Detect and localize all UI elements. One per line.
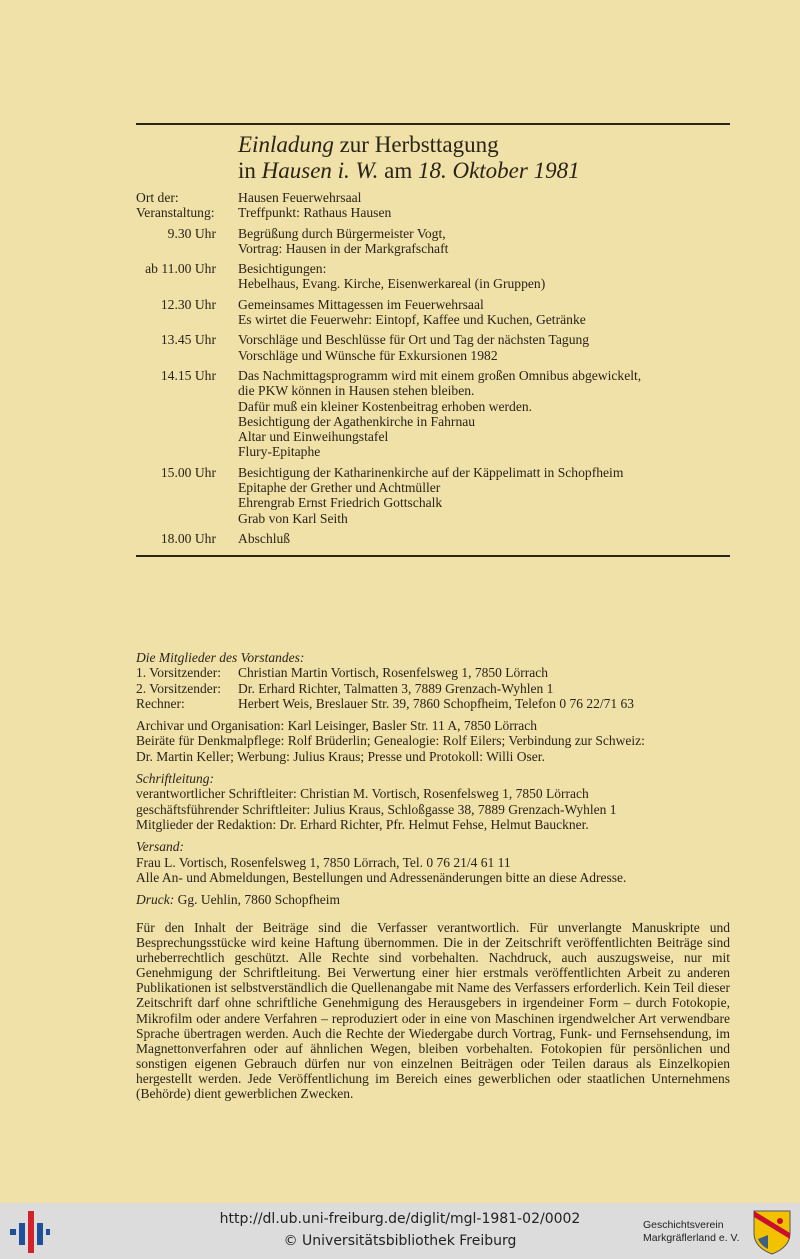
- agenda-items: [136, 226, 730, 547]
- agenda-line: Ehrengrab Ernst Friedrich Gottschalk: [238, 495, 443, 511]
- agenda-desc: [238, 297, 586, 328]
- agenda-time: 15.00 Uhr: [160, 464, 216, 480]
- agenda-line: Grab von Karl Seith: [238, 510, 348, 526]
- editorial-line-1: verantwortlicher Schriftleiter: Christian M. Vortisch, Rosenfelsweg 1, 7850 Lörrach: [136, 786, 589, 802]
- agenda-item: [136, 226, 730, 257]
- print-value: Gg. Uehlin, 7860 Schopfheim: [174, 892, 340, 908]
- bottom-rule: [136, 555, 730, 557]
- agenda-item: [136, 297, 730, 328]
- agenda-line: Besichtigungen:: [238, 261, 327, 277]
- title-place: Hausen i. W.: [261, 158, 379, 183]
- agenda-line: Abschluß: [238, 530, 291, 546]
- agenda-line: Das Nachmittagsprogramm wird mit einem großen Omnibus abgewickelt,: [238, 367, 642, 383]
- archive-line-2: Beiräte für Denkmalpflege: Rolf Brüderlin; Genealogie: Rolf Eilers; Verbindung zur Schweiz:: [136, 733, 645, 749]
- board-value: Christian Martin Vortisch, Rosenfelsweg 1, 7850 Lörrach: [238, 665, 548, 681]
- top-rule: [136, 123, 730, 125]
- agenda-line: Vortrag: Hausen in der Markgrafschaft: [238, 240, 449, 256]
- agenda-line: Vorschläge und Beschlüsse für Ort und Tag der nächsten Tagung: [238, 332, 590, 348]
- title-line-2: [238, 158, 738, 184]
- footer-bar: [0, 1203, 800, 1259]
- archive-line-1: Archivar und Organisation: Karl Leisinger, Basler Str. 11 A, 7850 Lörrach: [136, 718, 537, 734]
- society-line-2: Markgräflerland e. V.: [643, 1232, 740, 1244]
- agenda-desc: [238, 332, 589, 363]
- agenda-desc: [238, 261, 545, 292]
- agenda: [136, 190, 730, 551]
- shipping-block: [136, 839, 730, 885]
- ub-freiburg-logo-icon[interactable]: [10, 1211, 50, 1253]
- agenda-time: 18.00 Uhr: [160, 530, 216, 546]
- legal-notice: Für den Inhalt der Beiträge sind die Verfasser verantwortlich. Für unverlangte Manuskripte und Besprechungsstücke wird keine Haftung übernommen. Die in der Zeitschrift veröffentlichten Beiträge sind urheberrechtlich geschützt. Alle Rechte sind vorbehalten. Nachdruck, auch auszugsweise, nur mit Genehmigung der Schriftleitung. Bei Verwertung einer hier erstmals veröffentlichten Arbeit zu anderen Publikationen ist selbstverständlich die Quellenangabe mit Name des Verfassers erforderlich. Kein Teil dieser Zeitschrift darf ohne schriftliche Genehmigung des Herausgebers in irgendeiner Form – durch Fotokopie, Mikrofilm oder andere Verfahren – reproduziert oder in eine von Maschinen irgendwelcher Art verwendbare Sprache übertragen werden. Auch die Rechte der Wiedergabe durch Vortrag, Funk- und Fernsehsendung, im Magnettonverfahren oder auf ähnlichen Wegen, bleiben vorbehalten. Fotokopien für persönlichen und sonstigen eigenen Gebrauch dürfen nur von einzelnen Beiträgen oder Teilen daraus als Einzelkopien hergestellt werden. Jede Veröffentlichung im Bereich eines gewerblichen oder staatlichen Unternehmens (Behörde) dient gewerblichen Zwecken.: [136, 920, 730, 1102]
- agenda-item: [136, 531, 730, 546]
- agenda-desc: [238, 226, 448, 257]
- coat-of-arms-icon[interactable]: [752, 1209, 792, 1255]
- agenda-line: Es wirtet die Feuerwehr: Eintopf, Kaffee und Kuchen, Getränke: [238, 312, 586, 328]
- footer-url-link[interactable]: http://dl.ub.uni-freiburg.de/diglit/mgl-1981-02/0002: [219, 1211, 581, 1227]
- venue-label-1: Ort der:: [136, 190, 179, 205]
- title-in: in: [238, 158, 262, 183]
- venue-label: [136, 190, 216, 221]
- shipping-line-2: Alle An- und Abmeldungen, Bestellungen und Adressenänderungen bitte an diese Adresse.: [136, 869, 627, 885]
- agenda-line: Begrüßung durch Bürgermeister Vogt,: [238, 225, 446, 241]
- footer-copyright: © Universitätsbibliothek Freiburg: [283, 1233, 517, 1249]
- agenda-line: Hebelhaus, Evang. Kirche, Eisenwerkareal (in Gruppen): [238, 276, 546, 292]
- board-heading: Die Mitglieder des Vorstandes:: [136, 650, 305, 665]
- print-block: [136, 892, 730, 907]
- agenda-item: [136, 368, 730, 460]
- venue-line-1: Hausen Feuerwehrsaal: [238, 190, 362, 205]
- agenda-desc: [238, 531, 290, 546]
- venue-line-2: Treffpunkt: Rathaus Hausen: [238, 205, 392, 221]
- agenda-line: Gemeinsames Mittagessen im Feuerwehrsaal: [238, 296, 484, 312]
- agenda-line: die PKW können in Hausen stehen bleiben.: [238, 383, 475, 399]
- editorial-line-3: Mitglieder der Redaktion: Dr. Erhard Richter, Pfr. Helmut Fehse, Helmut Bauckner.: [136, 816, 589, 832]
- agenda-item: [136, 261, 730, 292]
- agenda-line: Vorschläge und Wünsche für Exkursionen 1982: [238, 347, 498, 363]
- agenda-time: 14.15 Uhr: [160, 367, 216, 383]
- board-row: [136, 696, 730, 711]
- agenda-item: [136, 332, 730, 363]
- agenda-time: 12.30 Uhr: [160, 296, 216, 312]
- editorial-block: [136, 771, 730, 832]
- editorial-line-2: geschäftsführender Schriftleiter: Julius Kraus, Schloßgasse 38, 7889 Grenzach-Wyhlen 1: [136, 801, 617, 817]
- agenda-line: Besichtigung der Agathenkirche in Fahrnau: [238, 413, 476, 429]
- agenda-line: Flury-Epitaphe: [238, 444, 321, 460]
- society-line-1: Geschichtsverein: [643, 1219, 724, 1231]
- agenda-line: Epitaphe der Grether und Achtmüller: [238, 480, 441, 496]
- agenda-desc: [238, 368, 641, 460]
- agenda-line: Altar und Einweihungstafel: [238, 429, 389, 445]
- board-role: Rechner:: [136, 695, 185, 711]
- shipping-heading: Versand:: [136, 839, 184, 855]
- board-row: [136, 681, 730, 696]
- board-row: [136, 665, 730, 680]
- agenda-time: 13.45 Uhr: [160, 332, 216, 348]
- agenda-line: Besichtigung der Katharinenkirche auf der Käppelimatt in Schopfheim: [238, 464, 624, 480]
- venue-desc: [238, 190, 391, 221]
- agenda-time: ab 11.00 Uhr: [145, 261, 216, 277]
- venue-label-2: Veranstaltung:: [136, 205, 215, 221]
- title-date: 18. Oktober 1981: [417, 158, 580, 183]
- editorial-heading: Schriftleitung:: [136, 771, 214, 787]
- title-am: am: [378, 158, 418, 183]
- agenda-desc: [238, 465, 623, 526]
- board-value: Dr. Erhard Richter, Talmatten 3, 7889 Grenzach-Wyhlen 1: [238, 680, 554, 696]
- agenda-venue: [136, 190, 730, 221]
- board-role: 2. Vorsitzender:: [136, 680, 221, 696]
- imprint: [136, 650, 730, 914]
- agenda-line: Dafür muß ein kleiner Kostenbeitrag erhoben werden.: [238, 398, 533, 414]
- board-role: 1. Vorsitzender:: [136, 665, 221, 681]
- agenda-item: [136, 465, 730, 526]
- shipping-line-1: Frau L. Vortisch, Rosenfelsweg 1, 7850 Lörrach, Tel. 0 76 21/4 61 11: [136, 854, 511, 870]
- board-value: Herbert Weis, Breslauer Str. 39, 7860 Schopfheim, Telefon 0 76 22/71 63: [238, 695, 635, 711]
- board-block: [136, 650, 730, 711]
- archive-line-3: Dr. Martin Keller; Werbung: Julius Kraus; Presse und Protokoll: Willi Oser.: [136, 748, 545, 764]
- society-name: [643, 1219, 753, 1245]
- agenda-time: 9.30 Uhr: [167, 225, 216, 241]
- archive-block: [136, 718, 730, 764]
- board-rows: [136, 665, 730, 711]
- title-einladung: Einladung: [238, 132, 334, 157]
- invitation-title: [238, 132, 738, 184]
- print-heading: Druck:: [136, 892, 175, 908]
- title-line-1: [238, 132, 738, 158]
- title-rest: zur Herbsttagung: [333, 132, 499, 157]
